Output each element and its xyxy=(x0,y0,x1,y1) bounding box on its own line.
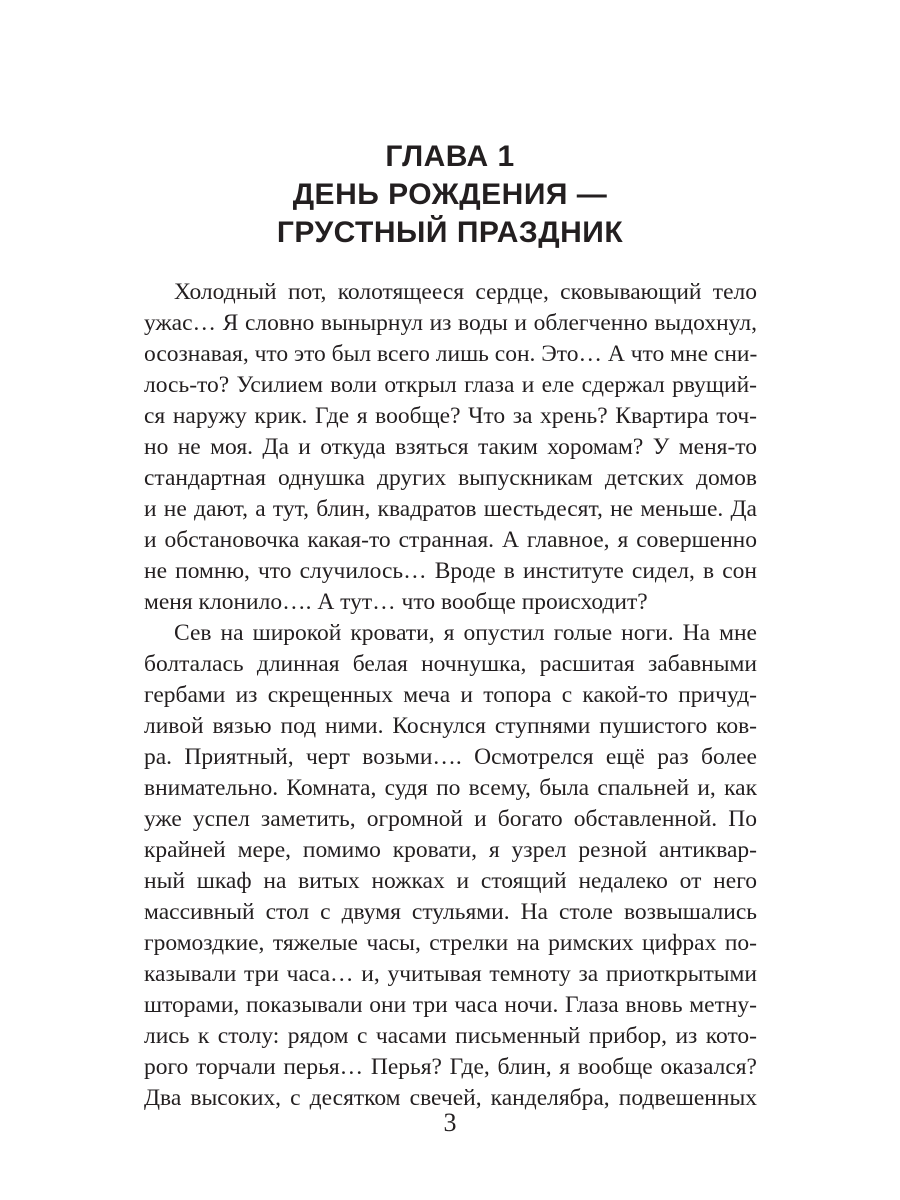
text-line: не помню, что случилось… Вроде в институте сидел, в сон xyxy=(144,558,757,584)
text-line: рого торчали перья… Перья? Где, блин, я вообще оказался? xyxy=(144,1054,757,1080)
text-line: стандартная однушка других выпускникам детских домов xyxy=(144,465,757,491)
paragraph-1 xyxy=(144,277,757,618)
text-line: Холодный пот, колотящееся сердце, сковывающий тело xyxy=(174,279,757,305)
text-line: и обстановочка какая-то странная. А главное, я совершенно xyxy=(144,527,757,553)
text-line: осознавая, что это был всего лишь сон. Это… А что мне сни- xyxy=(144,341,757,367)
text-line: и не дают, а тут, блин, квадратов шестьдесят, не меньше. Да xyxy=(144,496,757,522)
chapter-title-line-2: ГРУСТНЫЙ ПРАЗДНИК xyxy=(276,216,624,249)
text-line: шторами, показывали они три часа ночи. Глаза вновь метну- xyxy=(144,992,757,1018)
text-line: ливой вязью под ними. Коснулся ступнями пушистого ков- xyxy=(144,713,757,739)
body-text xyxy=(144,277,757,1114)
text-line: громоздкие, тяжелые часы, стрелки на римских цифрах по- xyxy=(144,930,757,956)
text-line: ся наружу крик. Где я вообще? Что за хрень? Квартира точ- xyxy=(144,403,757,429)
text-line: меня клонило…. А тут… что вообще происходит? xyxy=(144,589,648,615)
page-number: 3 xyxy=(443,1108,457,1137)
text-line: болталась длинная белая ночнушка, расшитая забавными xyxy=(144,651,757,677)
text-line: уже успел заметить, огромной и богато обставленной. По xyxy=(144,806,757,832)
text-line: но не моя. Да и откуда взяться таким хоромам? У меня-то xyxy=(144,434,757,460)
text-line: Сев на широкой кровати, я опустил голые ноги. На мне xyxy=(174,620,757,646)
chapter-title-line-1: ДЕНЬ РОЖДЕНИЯ — xyxy=(292,178,608,211)
text-line: лись к столу: рядом с часами письменный прибор, из кото- xyxy=(144,1023,757,1049)
text-line: ный шкаф на витых ножках и стоящий недалеко от него xyxy=(144,868,757,894)
chapter-heading xyxy=(140,138,760,252)
text-line: массивный стол с двумя стульями. На столе возвышались xyxy=(144,899,757,925)
text-line: лось-то? Усилием воли открыл глаза и еле сдержал рвущий- xyxy=(144,372,757,398)
paragraph-2 xyxy=(144,618,757,1114)
text-line: гербами из скрещенных меча и топора с какой-то причуд- xyxy=(144,682,757,708)
text-line: Два высоких, с десятком свечей, канделябра, подвешенных xyxy=(144,1085,757,1111)
text-line: ужас… Я словно вынырнул из воды и облегченно выдохнул, xyxy=(144,310,757,336)
chapter-number: ГЛАВА 1 xyxy=(385,140,515,173)
text-line: внимательно. Комната, судя по всему, была спальней и, как xyxy=(144,775,757,801)
text-line: казывали три часа… и, учитывая темноту за приоткрытыми xyxy=(144,961,757,987)
text-line: ра. Приятный, черт возьми…. Осмотрелся ещё раз более xyxy=(144,744,757,770)
text-line: крайней мере, помимо кровати, я узрел резной антиквар- xyxy=(144,837,757,863)
